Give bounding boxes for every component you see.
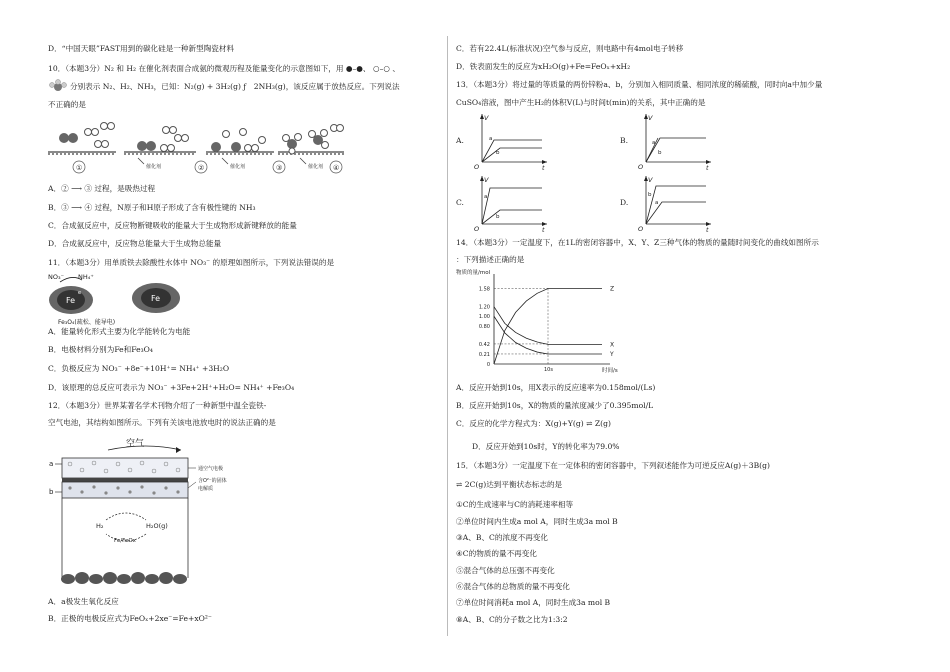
svg-text:e: e bbox=[78, 290, 82, 296]
svg-text:t: t bbox=[706, 226, 709, 232]
q14-stem-line1: 14．（本题3分）一定温度下，在1L的密闭容器中，X、Y、Z三种气体的物质的量随时间变化的曲线如图所示 bbox=[456, 238, 819, 247]
svg-text:NH₄⁺: NH₄⁺ bbox=[78, 273, 94, 281]
chart-ylabel: 物质的量/mol bbox=[456, 270, 491, 276]
q15-item: ①C的生成速率与C的消耗速率相等 bbox=[456, 500, 574, 509]
svg-text:a: a bbox=[652, 140, 656, 146]
x-tick-label: 10s bbox=[544, 367, 553, 373]
svg-text:催化剂: 催化剂 bbox=[230, 164, 246, 170]
q13-stem-line2: CuSO₄溶液，图中产生H₂的体积V(L)与时间t(min)的关系，其中正确的是 bbox=[456, 98, 706, 107]
q12-option-c: C．若有22.4L(标准状况)空气参与反应，则电路中有4mol电子转移 bbox=[456, 44, 684, 53]
svg-text:催化剂: 催化剂 bbox=[146, 164, 162, 170]
svg-text:b: b bbox=[658, 150, 662, 156]
q12-option-d: D．铁表面发生的反应为xH₂O(g)+Fe=FeOₓ+xH₂ bbox=[456, 62, 631, 71]
svg-text:b: b bbox=[496, 150, 500, 156]
svg-text:Fe/FeOx: Fe/FeOx bbox=[114, 538, 136, 544]
column-divider bbox=[447, 36, 448, 636]
q15-item: ⑧A、B、C的分子数之比为1:3:2 bbox=[456, 615, 568, 624]
step-4-panel bbox=[278, 125, 344, 174]
svg-text:V: V bbox=[484, 114, 489, 122]
svg-text:a: a bbox=[49, 460, 54, 468]
fe-air-battery-diagram bbox=[46, 432, 266, 592]
series-label-x: X bbox=[610, 341, 615, 349]
svg-text:a: a bbox=[489, 136, 493, 142]
series-label-y: Y bbox=[610, 350, 614, 358]
y-tick-label: 0.42 bbox=[478, 341, 490, 348]
svg-text:空气: 空气 bbox=[126, 439, 145, 449]
svg-text:b: b bbox=[496, 214, 500, 220]
q14-option-b: B．反应开始到10s，X的物质的量浓度减少了0.395mol/L bbox=[456, 401, 654, 410]
q14-option-d: D．反应开始到10s时，Y的转化率为79.0% bbox=[472, 442, 620, 451]
q15-stem-line2: ⇌ 2C(g)达到平衡状态标志的是 bbox=[456, 480, 563, 489]
step-2-panel bbox=[124, 127, 207, 174]
svg-text:b: b bbox=[648, 192, 652, 198]
y-tick-label: 0.21 bbox=[478, 351, 490, 358]
q13-graph-c bbox=[472, 172, 552, 232]
q14-amount-time-chart bbox=[452, 266, 632, 376]
y-tick-label: 0.80 bbox=[478, 323, 490, 330]
q13-option-c-label: C. bbox=[456, 198, 464, 207]
q15-item: ⑦单位时间消耗a mol A，同时生成3a mol B bbox=[456, 598, 611, 607]
svg-text:b: b bbox=[49, 488, 54, 496]
y-tick-label: 0 bbox=[486, 362, 490, 368]
q15-item: ③A、B、C的浓度不再变化 bbox=[456, 533, 549, 542]
q10-stem-line3: 不正确的是 bbox=[48, 100, 86, 109]
svg-text:通空气电极: 通空气电极 bbox=[198, 466, 224, 472]
svg-text:a: a bbox=[484, 194, 488, 200]
q15-item: ②单位时间内生成a mol A，同时生成3a mol B bbox=[456, 517, 618, 526]
svg-text:V: V bbox=[648, 114, 653, 122]
step-1-panel bbox=[48, 123, 116, 174]
q13-stem-line1: 13．（本题3分）将过量的等质量的两份锌粉a、b，分别加入相同质量、相同浓度的稀硫酸，同时向a中加少量 bbox=[456, 80, 823, 89]
q11-option-a: A．能量转化形式主要为化学能转化为电能 bbox=[48, 327, 191, 336]
q10-option-c: C．合成氨反应中，反应物断键吸收的能量大于生成物形成新键释放的能量 bbox=[48, 221, 297, 230]
svg-text:含O²⁻的固体: 含O²⁻的固体 bbox=[198, 478, 227, 484]
svg-text:②: ② bbox=[198, 164, 205, 172]
y-tick-label: 1.00 bbox=[478, 314, 490, 321]
fe-removal-diagram bbox=[46, 270, 206, 328]
svg-text:O: O bbox=[638, 163, 644, 170]
svg-text:催化剂: 催化剂 bbox=[308, 164, 324, 170]
chart-xlabel: 时间/s bbox=[602, 368, 618, 374]
y-tick-label: 1.58 bbox=[478, 286, 490, 293]
q10-option-d: D．合成氨反应中，反应物总能量大于生成物总能量 bbox=[48, 239, 222, 248]
svg-text:Fe₃O₄(疏松、能导电): Fe₃O₄(疏松、能导电) bbox=[58, 319, 116, 326]
q14-option-a: A．反应开始到10s，用X表示的反应速率为0.158mol/(Ls) bbox=[456, 383, 656, 392]
q11-stem: 11．（本题3分）用单质铁去除酸性水体中 NO₃⁻ 的原理如图所示，下列说法错误的是 bbox=[48, 258, 335, 267]
q13-option-d-label: D. bbox=[620, 198, 629, 207]
svg-text:V: V bbox=[648, 176, 653, 184]
q13-option-b-label: B. bbox=[620, 136, 628, 145]
svg-text:Fe: Fe bbox=[151, 294, 161, 303]
q10-stem-line1: 10．（本题3分）N₂ 和 H₂ 在催化剂表面合成氨的微观历程及能量变化的示意图如下，用 ●–●、 ○–○ 、 bbox=[48, 64, 401, 73]
q11-option-c: C．负极反应为 NO₃⁻ +8e⁻+10H⁺= NH₄⁺ +3H₂O bbox=[48, 364, 230, 373]
step-3-panel bbox=[206, 129, 285, 174]
svg-text:①: ① bbox=[76, 164, 83, 172]
q15-item: ④C的物质的量不再变化 bbox=[456, 549, 537, 558]
y-tick-label: 1.20 bbox=[478, 304, 490, 311]
q10-option-b: B．③ ⟶ ④ 过程，N原子和H原子形成了含有极性键的 NH₃ bbox=[48, 203, 256, 212]
q13-graph-a bbox=[472, 110, 552, 170]
q11-option-b: B．电极材料分别为Fe和Fe₃O₄ bbox=[48, 345, 153, 354]
svg-text:H₂: H₂ bbox=[96, 522, 104, 530]
svg-text:t: t bbox=[706, 164, 709, 170]
q15-item: ⑥混合气体的总物质的量不再变化 bbox=[456, 582, 570, 591]
svg-text:H₂O(g): H₂O(g) bbox=[146, 522, 168, 530]
q15-item: ⑤混合气体的总压强不再变化 bbox=[456, 566, 555, 575]
svg-text:t: t bbox=[542, 226, 545, 232]
q10-stem-line2: 分别表示 N₂、H₂、NH₃，已知：N₂(g) + 3H₂(g) ƒ 2NH₃(g)，该反应属于放热反应。下列说法 bbox=[70, 82, 400, 91]
svg-text:V: V bbox=[484, 176, 489, 184]
svg-text:NO₃⁻: NO₃⁻ bbox=[48, 273, 65, 281]
q10-option-a: A．② ⟶ ③ 过程，是吸热过程 bbox=[48, 184, 156, 193]
svg-text:O: O bbox=[638, 225, 644, 232]
q11-option-d: D．该原理的总反应可表示为 NO₃⁻ +3Fe+2H⁺+H₂O= NH₄⁺ +Fe₃O₄ bbox=[48, 383, 295, 392]
q15-stem-line1: 15．（本题3分）一定温度下在一定体积的密闭容器中，下列叙述能作为可逆反应A(g)＋3B(g) bbox=[456, 461, 770, 470]
q13-graph-d bbox=[636, 172, 716, 232]
svg-text:Fe: Fe bbox=[66, 296, 76, 305]
nh3-molecule-icon bbox=[48, 79, 68, 93]
catalysis-diagram bbox=[46, 120, 346, 176]
q9-option-d: D．“中国天眼”FAST用到的碳化硅是一种新型陶瓷材料 bbox=[48, 44, 235, 53]
svg-text:电解质: 电解质 bbox=[198, 486, 214, 492]
svg-text:④: ④ bbox=[333, 164, 340, 172]
q14-option-c: C．反应的化学方程式为：X(g)+Y(g) ⇌ Z(g) bbox=[456, 419, 611, 428]
q13-option-a-label: A. bbox=[456, 136, 464, 145]
series-label-z: Z bbox=[610, 285, 615, 293]
svg-text:O: O bbox=[474, 225, 480, 232]
q12-stem-line1: 12．（本题3分）世界某著名学术刊物介绍了一种新型中温全瓷铁- bbox=[48, 401, 267, 410]
q13-graph-b bbox=[636, 110, 716, 170]
q12-option-b: B．正极的电极反应式为FeOₓ+2xe⁻=Fe+xO²⁻ bbox=[48, 614, 212, 623]
q12-option-a: A．a极发生氧化反应 bbox=[48, 597, 119, 606]
svg-text:③: ③ bbox=[276, 164, 283, 172]
svg-text:a: a bbox=[655, 200, 659, 206]
svg-text:O: O bbox=[474, 163, 480, 170]
q12-stem-line2: 空气电池，其结构如图所示。下列有关该电池放电时的说法正确的是 bbox=[48, 418, 276, 427]
svg-text:t: t bbox=[542, 164, 545, 170]
q14-stem-line2: ：下列描述正确的是 bbox=[456, 255, 525, 264]
